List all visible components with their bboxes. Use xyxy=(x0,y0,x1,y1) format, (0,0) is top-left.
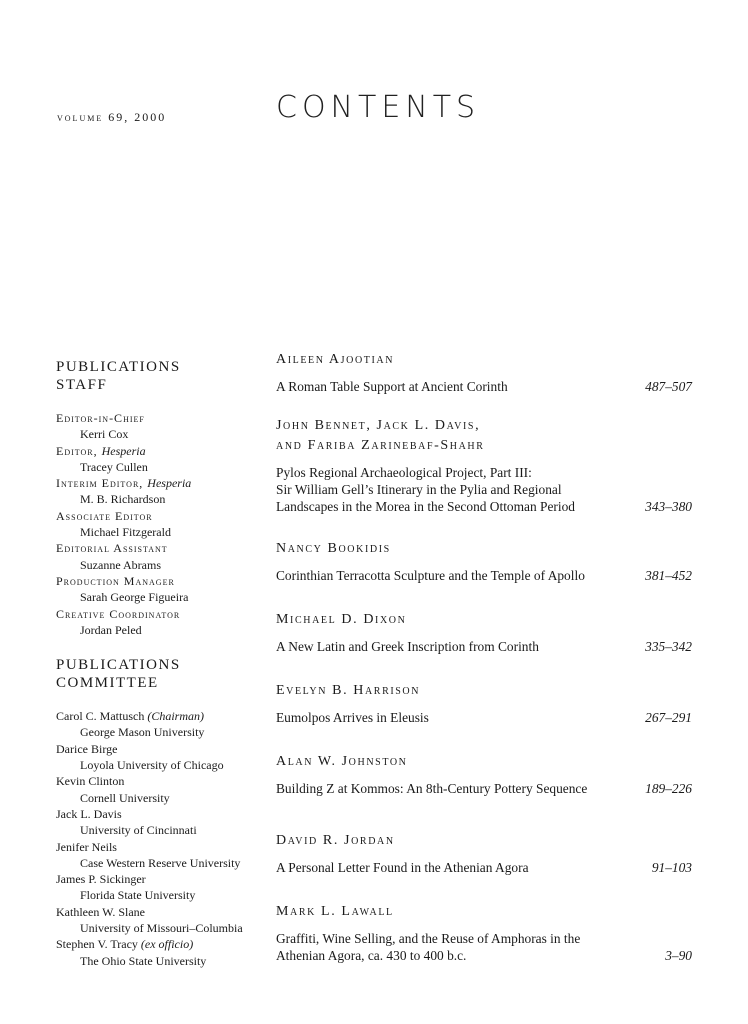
toc-entry xyxy=(276,350,696,395)
committee-heading-line1: PUBLICATIONS xyxy=(56,657,181,674)
staff-person: M. B. Richardson xyxy=(80,492,166,507)
committee-heading xyxy=(56,656,256,692)
committee-heading-line2: COMMITTEE xyxy=(56,675,159,692)
committee-member xyxy=(56,708,256,741)
toc-entry xyxy=(276,902,696,964)
committee-member xyxy=(56,839,256,872)
article-title: A New Latin and Greek Inscription from Corinth xyxy=(276,639,539,654)
volume-label: volume 69, 2000 xyxy=(57,110,167,124)
member-affiliation: Case Western Reserve University xyxy=(80,855,241,870)
article-author: David R. Jordan xyxy=(276,833,395,848)
member-affiliation: George Mason University xyxy=(80,725,205,740)
article-author: Aileen Ajootian xyxy=(276,352,395,367)
article-title: Eumolpos Arrives in Eleusis xyxy=(276,710,429,725)
article-pages: 267–291 xyxy=(645,710,692,725)
staff-role: Associate Editor xyxy=(56,508,153,523)
staff-entry xyxy=(56,540,256,573)
staff-list xyxy=(56,410,256,638)
article-pages: 343–380 xyxy=(645,499,692,514)
article-pages: 189–226 xyxy=(645,781,692,796)
toc-entry xyxy=(276,610,696,655)
member-name: James P. Sickinger xyxy=(56,872,146,887)
committee-member xyxy=(56,936,256,969)
staff-heading-line1: PUBLICATIONS xyxy=(56,359,181,375)
member-affiliation: Loyola University of Chicago xyxy=(80,758,224,773)
toc-column xyxy=(276,350,696,964)
staff-role: Interim Editor, Hesperia xyxy=(56,476,192,491)
article-pages: 381–452 xyxy=(645,568,692,583)
article-title: Graffiti, Wine Selling, and the Reuse of Amphoras in the Athenian Agora, ca. 430 to 400 b.c. xyxy=(276,931,581,963)
staff-role: Editorial Assistant xyxy=(56,541,168,556)
toc-entry xyxy=(276,416,696,515)
staff-role: Editor-in-Chief xyxy=(56,411,145,425)
article-title: A Personal Letter Found in the Athenian Agora xyxy=(276,860,529,875)
article-title: A Roman Table Support at Ancient Corinth xyxy=(276,379,508,394)
member-affiliation: Florida State University xyxy=(80,888,196,903)
toc-entry xyxy=(276,752,696,797)
member-name: Kevin Clinton xyxy=(56,774,125,789)
member-name: Darice Birge xyxy=(56,741,118,756)
masthead-column xyxy=(56,358,256,969)
article-pages: 91–103 xyxy=(651,860,692,875)
staff-person: Suzanne Abrams xyxy=(80,557,161,572)
staff-entry xyxy=(56,573,256,606)
article-author: Evelyn B. Harrison xyxy=(276,683,421,698)
staff-heading xyxy=(56,358,256,394)
member-name: Stephen V. Tracy (ex officio) xyxy=(56,937,194,952)
member-name: Kathleen W. Slane xyxy=(56,904,145,919)
member-affiliation: University of Cincinnati xyxy=(80,823,197,838)
committee-member xyxy=(56,871,256,904)
staff-heading-line2: STAFF xyxy=(56,377,108,393)
article-pages: 487–507 xyxy=(645,379,692,394)
page-title: CONTENTS xyxy=(276,90,481,125)
toc-entry xyxy=(276,539,696,584)
staff-person: Michael Fitzgerald xyxy=(80,525,171,540)
member-name: Carol C. Mattusch (Chairman) xyxy=(56,709,204,724)
article-author: John Bennet, Jack L. Davis, and Fariba Zarinebaf-Shahr xyxy=(276,418,485,453)
staff-entry xyxy=(56,508,256,541)
staff-role: Production Manager xyxy=(56,573,175,588)
committee-member xyxy=(56,741,256,774)
committee-list xyxy=(56,708,256,969)
article-title: Corinthian Terracotta Sculpture and the Temple of Apollo xyxy=(276,568,585,583)
article-pages: 3–90 xyxy=(665,948,692,963)
member-affiliation: University of Missouri–Columbia xyxy=(80,921,243,936)
committee-member xyxy=(56,806,256,839)
article-pages: 335–342 xyxy=(645,639,692,654)
staff-person: Sarah George Figueira xyxy=(80,590,189,605)
member-name: Jack L. Davis xyxy=(56,806,122,821)
staff-person: Kerri Cox xyxy=(80,427,129,442)
member-affiliation: The Ohio State University xyxy=(80,953,207,968)
staff-entry xyxy=(56,443,256,476)
staff-role: Editor, Hesperia xyxy=(56,443,146,458)
staff-entry xyxy=(56,606,256,639)
article-author: Alan W. Johnston xyxy=(276,754,408,769)
member-affiliation: Cornell University xyxy=(80,790,170,805)
toc-entry xyxy=(276,831,696,876)
article-title: Pylos Regional Archaeological Project, Part III: Sir William Gell’s Itinerary in the Pylia and Regional Landscapes in the Morea in the Second Ottoman Period xyxy=(276,465,575,514)
toc-entry xyxy=(276,681,696,726)
article-author: Michael D. Dixon xyxy=(276,612,407,627)
staff-person: Jordan Peled xyxy=(80,622,142,637)
staff-role: Creative Coordinator xyxy=(56,606,181,621)
article-title: Building Z at Kommos: An 8th-Century Pottery Sequence xyxy=(276,781,588,796)
staff-entry xyxy=(56,410,256,443)
article-author: Nancy Bookidis xyxy=(276,541,391,556)
committee-member xyxy=(56,904,256,937)
article-author: Mark L. Lawall xyxy=(276,904,394,919)
committee-member xyxy=(56,773,256,806)
member-name: Jenifer Neils xyxy=(56,839,117,854)
staff-person: Tracey Cullen xyxy=(80,459,148,474)
staff-entry xyxy=(56,475,256,508)
